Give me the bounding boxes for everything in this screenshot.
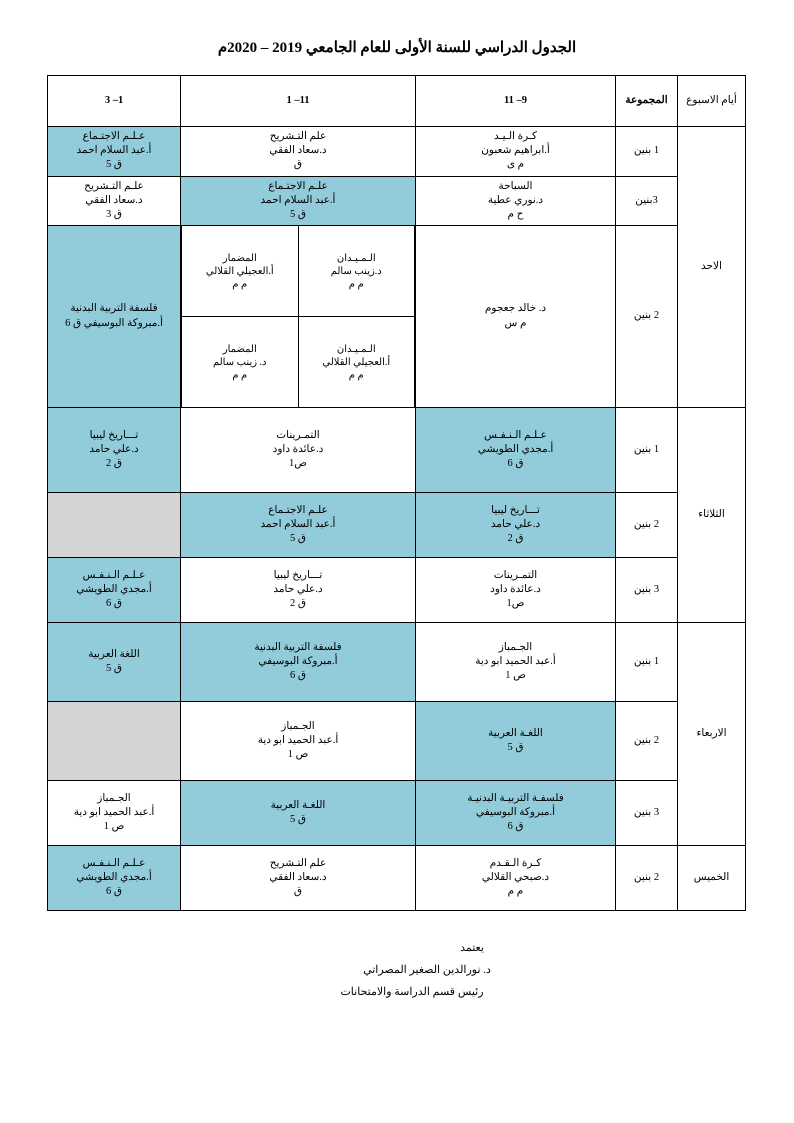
session-cell: اللغـة العربية ق 5	[416, 702, 616, 781]
group-label: 3بنين	[616, 176, 678, 226]
group-label: 2 بنين	[616, 702, 678, 781]
footer-line-2: د. نورالدين الصغير المصراتي	[363, 964, 491, 977]
session-cell-empty	[48, 702, 181, 781]
table-row	[48, 781, 746, 846]
session-cell: تـــاريخ ليبيا د.علي حامد ق 2	[181, 558, 416, 623]
session-cell: علم التـشريح د.سعاد الفقي ق	[181, 127, 416, 177]
session-cell: تـــاريخ ليبيا د.علي حامد ق 2	[48, 408, 181, 493]
group-label: 2 بنين	[616, 493, 678, 558]
table-row	[48, 226, 746, 408]
session-cell: الجـمباز أ.عبد الحميد ابو دية ص 1	[416, 623, 616, 702]
footer-signature	[48, 937, 746, 1003]
session-cell: اللغـة العربية ق 5	[181, 781, 416, 846]
table-row	[48, 176, 746, 226]
header-period-11-1: 11– 1	[181, 76, 416, 127]
footer-line-3: رئيس قسم الدراسة والامتحانات	[340, 986, 484, 999]
header-period-9-11: 9– 11	[416, 76, 616, 127]
day-label-sunday	[678, 127, 746, 408]
day-text: الاربعاء	[696, 727, 727, 739]
group-label: 3 بنين	[616, 558, 678, 623]
session-cell: السباحة د.نوري عطية ح م	[416, 176, 616, 226]
schedule-body	[48, 127, 746, 911]
session-cell: تـــاريخ ليبيا د.علي حامد ق 2	[416, 493, 616, 558]
group-label: 2 بنين	[616, 846, 678, 911]
day-text: الثلاثاء	[698, 508, 725, 520]
group-label: 1 بنين	[616, 408, 678, 493]
session-cell: عـلـم الـنـفـس أ.مجدي الطويشي ق 6	[416, 408, 616, 493]
table-row	[48, 408, 746, 493]
session-cell-split	[181, 226, 416, 408]
header-period-1-3: 1– 3	[48, 76, 181, 127]
header-days: أيام الاسبوع	[678, 76, 746, 127]
table-row	[48, 493, 746, 558]
session-cell: كـرة الـيـد أ.ابراهيم شعبون م ى	[416, 127, 616, 177]
session-cell: التمـرينات د.عائدة داود ص1	[416, 558, 616, 623]
split-table	[181, 226, 415, 407]
table-row	[48, 623, 746, 702]
header-group: المجموعة	[616, 76, 678, 127]
table-row	[48, 127, 746, 177]
table-row	[48, 846, 746, 911]
session-cell: الجـمباز أ.عبد الحميد ابو دية ص 1	[48, 781, 181, 846]
day-text: الخميس	[693, 871, 730, 883]
session-cell-empty	[48, 493, 181, 558]
group-label: 2 بنين	[616, 226, 678, 408]
day-label-tuesday	[678, 408, 746, 623]
session-cell: فلسفة التربية البدنية أ.مبروكة البوسيفي ق 6	[48, 226, 181, 408]
session-cell: علـم الاجتـماع أ.عبد السلام احمد ق 5	[181, 176, 416, 226]
split-sub-cell: الـمـيـدان أ.العجيلي القلالي م م	[298, 317, 415, 408]
split-sub-cell: المضمار أ.العجيلي القلالي م م	[182, 226, 299, 317]
footer-line-1: يعتمد	[460, 942, 484, 955]
day-text: الاحد	[701, 260, 722, 272]
table-header-row	[48, 76, 746, 127]
session-cell: كـرة الـقـدم د.صبحي القلالي م م	[416, 846, 616, 911]
page-title: الجدول الدراسي للسنة الأولى للعام الجامعي 2019 – 2020م	[217, 40, 577, 56]
session-cell: الجـمباز أ.عبد الحميد ابو دية ص 1	[181, 702, 416, 781]
table-row	[48, 558, 746, 623]
group-label: 1 بنين	[616, 127, 678, 177]
day-label-thursday	[678, 846, 746, 911]
split-sub-cell: المضمار د. زينب سالم م م	[182, 317, 299, 408]
session-cell: علـم الاجتـماع أ.عبد السلام احمد ق 5	[181, 493, 416, 558]
split-sub-cell: الـمـيـدان د.زينب سالم م م	[298, 226, 415, 317]
session-cell: التمـرينات د.عائدة داود ص1	[181, 408, 416, 493]
group-label: 1 بنين	[616, 623, 678, 702]
table-row	[48, 702, 746, 781]
session-cell: فلسفة التربية البدنية أ.مبروكة البوسيفي ق 6	[181, 623, 416, 702]
session-cell: فلسفـة التربيـة البدنيـة أ.مبروكة البوسيفي ق 6	[416, 781, 616, 846]
session-cell: علم التـشريح د.سعاد الفقي ق	[181, 846, 416, 911]
session-cell: عـلـم الـنـفـس أ.مجدي الطويشي ق 6	[48, 846, 181, 911]
session-cell: عـلـم الاجتـماع أ.عبد السلام احمد ق 5	[48, 127, 181, 177]
group-label: 3 بنين	[616, 781, 678, 846]
schedule-table	[47, 75, 746, 911]
session-cell: علـم التـشريح د.سعاد الفقي ق 3	[48, 176, 181, 226]
day-label-wednesday	[678, 623, 746, 846]
session-cell: عـلـم الـنـفـس أ.مجدي الطويشي ق 6	[48, 558, 181, 623]
session-cell: د. خالد جعجوم م س	[416, 226, 616, 408]
session-cell: اللغة العربية ق 5	[48, 623, 181, 702]
